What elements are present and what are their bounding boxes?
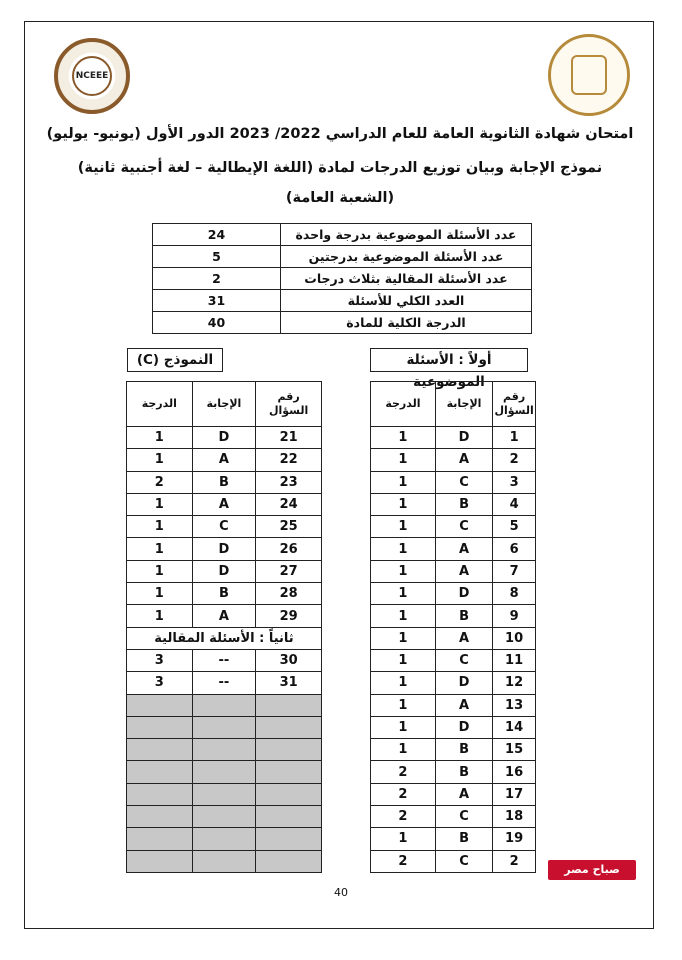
answer-letter: D xyxy=(192,538,256,560)
question-number: 11 xyxy=(493,649,536,671)
exam-division: (الشعبة العامة) xyxy=(285,190,395,206)
answer-row xyxy=(371,850,536,872)
question-number: 9 xyxy=(493,605,536,627)
col-grade-header: الدرجة xyxy=(127,382,193,427)
grade-value: 1 xyxy=(127,516,193,538)
question-number: 10 xyxy=(493,627,536,649)
grade-value: 1 xyxy=(371,739,436,761)
question-number: 31 xyxy=(256,672,322,694)
question-number: 4 xyxy=(493,493,536,515)
empty-cell xyxy=(192,716,256,738)
grade-value: 2 xyxy=(371,806,436,828)
answer-letter: C xyxy=(435,649,492,671)
answer-letter: A xyxy=(192,605,256,627)
grade-value: 1 xyxy=(371,672,436,694)
grade-value: 1 xyxy=(371,427,436,449)
answer-row xyxy=(127,427,322,449)
answer-letter: C xyxy=(192,516,256,538)
answer-row xyxy=(127,471,322,493)
answer-row xyxy=(127,449,322,471)
question-number: 18 xyxy=(493,806,536,828)
answer-letter: A xyxy=(435,783,492,805)
col-qnum-header: رقم السؤال xyxy=(493,382,536,427)
page-number: 40 xyxy=(334,886,348,899)
summary-label: العدد الكلي للأسئلة xyxy=(281,290,532,312)
answer-row xyxy=(371,583,536,605)
empty-cell xyxy=(127,716,193,738)
answer-row xyxy=(371,806,536,828)
summary-row xyxy=(153,246,532,268)
answer-letter: -- xyxy=(192,672,256,694)
question-number: 2 xyxy=(493,449,536,471)
summary-row xyxy=(153,312,532,334)
answer-row xyxy=(371,694,536,716)
empty-cell xyxy=(192,783,256,805)
grade-value: 2 xyxy=(371,761,436,783)
answer-letter: A xyxy=(435,538,492,560)
summary-value: 2 xyxy=(153,268,281,290)
answer-letter: B xyxy=(192,471,256,493)
answer-letter: A xyxy=(435,560,492,582)
question-number: 21 xyxy=(256,427,322,449)
answer-row xyxy=(127,560,322,582)
answer-row xyxy=(127,538,322,560)
answer-letter: D xyxy=(435,716,492,738)
empty-cell xyxy=(192,761,256,783)
col-answer-header: الإجابة xyxy=(192,382,256,427)
answer-row xyxy=(371,672,536,694)
summary-label: عدد الأسئلة المقالية بثلاث درجات xyxy=(281,268,532,290)
grade-value: 1 xyxy=(371,828,436,850)
question-number: 5 xyxy=(493,516,536,538)
exam-title: امتحان شهادة الثانوية العامة للعام الدراسي 2022/ 2023 الدور الأول (يونيو- يوليو) xyxy=(46,126,634,142)
answer-row xyxy=(371,538,536,560)
summary-value: 5 xyxy=(153,246,281,268)
empty-cell xyxy=(256,739,322,761)
empty-cell xyxy=(192,739,256,761)
answer-row xyxy=(371,761,536,783)
grade-value: 1 xyxy=(127,427,193,449)
question-number: 6 xyxy=(493,538,536,560)
empty-row xyxy=(127,783,322,805)
question-number: 28 xyxy=(256,583,322,605)
answer-row xyxy=(127,493,322,515)
col-grade-header: الدرجة xyxy=(371,382,436,427)
summary-value: 24 xyxy=(153,224,281,246)
answer-row xyxy=(371,739,536,761)
grade-value: 3 xyxy=(127,672,193,694)
summary-label: عدد الأسئلة الموضوعية بدرجة واحدة xyxy=(281,224,532,246)
summary-label: عدد الأسئلة الموضوعية بدرجتين xyxy=(281,246,532,268)
grade-value: 1 xyxy=(371,605,436,627)
empty-row xyxy=(127,739,322,761)
answer-letter: -- xyxy=(192,649,256,671)
summary-table xyxy=(152,223,532,334)
answer-row xyxy=(371,560,536,582)
answer-letter: C xyxy=(435,850,492,872)
answer-letter: B xyxy=(435,493,492,515)
question-number: 7 xyxy=(493,560,536,582)
answer-row xyxy=(127,605,322,627)
question-number: 30 xyxy=(256,649,322,671)
answer-letter: D xyxy=(192,560,256,582)
grade-value: 3 xyxy=(127,649,193,671)
empty-cell xyxy=(127,694,193,716)
question-number: 23 xyxy=(256,471,322,493)
grade-value: 2 xyxy=(371,783,436,805)
answer-letter: B xyxy=(192,583,256,605)
answer-row xyxy=(127,672,322,694)
essay-section-row xyxy=(127,627,322,649)
nceee-logo-text: NCEEE xyxy=(75,71,109,81)
question-number: 17 xyxy=(493,783,536,805)
grade-value: 1 xyxy=(127,449,193,471)
grade-value: 1 xyxy=(371,716,436,738)
answer-row xyxy=(371,449,536,471)
grade-value: 1 xyxy=(371,583,436,605)
empty-cell xyxy=(127,828,193,850)
grade-value: 1 xyxy=(127,538,193,560)
essay-section-label: ثانياً : الأسئلة المقالية xyxy=(127,627,322,649)
answer-letter: B xyxy=(435,761,492,783)
answer-letter: C xyxy=(435,471,492,493)
answer-letter: D xyxy=(435,672,492,694)
empty-cell xyxy=(127,761,193,783)
question-number: 12 xyxy=(493,672,536,694)
answer-letter: B xyxy=(435,828,492,850)
answer-letter: D xyxy=(435,427,492,449)
question-number: 22 xyxy=(256,449,322,471)
grade-value: 1 xyxy=(127,493,193,515)
empty-cell xyxy=(192,850,256,872)
question-number: 19 xyxy=(493,828,536,850)
grade-value: 1 xyxy=(371,560,436,582)
col-qnum-header: رقم السؤال xyxy=(256,382,322,427)
question-number: 24 xyxy=(256,493,322,515)
answer-row xyxy=(371,627,536,649)
answer-row xyxy=(371,716,536,738)
answer-row xyxy=(371,427,536,449)
question-number: 2 xyxy=(493,850,536,872)
empty-row xyxy=(127,828,322,850)
question-number: 3 xyxy=(493,471,536,493)
page-frame xyxy=(24,21,654,929)
answer-letter: D xyxy=(435,583,492,605)
grade-value: 1 xyxy=(127,605,193,627)
watermark-badge: صباح مصر xyxy=(548,860,636,880)
empty-cell xyxy=(256,761,322,783)
answer-letter: B xyxy=(435,605,492,627)
empty-cell xyxy=(256,716,322,738)
empty-cell xyxy=(192,828,256,850)
empty-cell xyxy=(127,739,193,761)
grade-value: 2 xyxy=(371,850,436,872)
grade-value: 1 xyxy=(371,471,436,493)
summary-label: الدرجة الكلية للمادة xyxy=(281,312,532,334)
empty-cell xyxy=(256,828,322,850)
question-number: 8 xyxy=(493,583,536,605)
answer-row xyxy=(371,828,536,850)
question-number: 16 xyxy=(493,761,536,783)
question-number: 27 xyxy=(256,560,322,582)
grade-value: 1 xyxy=(371,538,436,560)
empty-cell xyxy=(256,806,322,828)
question-number: 1 xyxy=(493,427,536,449)
answer-letter: A xyxy=(435,694,492,716)
question-number: 13 xyxy=(493,694,536,716)
nceee-logo xyxy=(54,38,130,114)
answer-letter: A xyxy=(435,627,492,649)
empty-cell xyxy=(192,694,256,716)
summary-row xyxy=(153,268,532,290)
model-label: النموذج (C) xyxy=(127,348,223,372)
objective-answers-table xyxy=(370,381,536,873)
empty-row xyxy=(127,850,322,872)
question-number: 26 xyxy=(256,538,322,560)
grade-value: 2 xyxy=(127,471,193,493)
exam-subtitle: نموذج الإجابة وبيان توزيع الدرجات لمادة (اللغة الإيطالية – لغة أجنبية ثانية) xyxy=(77,160,603,176)
empty-cell xyxy=(127,850,193,872)
ministry-logo xyxy=(548,34,630,116)
grade-value: 1 xyxy=(127,560,193,582)
empty-cell xyxy=(256,850,322,872)
answer-row xyxy=(127,516,322,538)
empty-row xyxy=(127,716,322,738)
answer-letter: C xyxy=(435,516,492,538)
answer-row xyxy=(127,649,322,671)
empty-cell xyxy=(256,783,322,805)
grade-value: 1 xyxy=(371,649,436,671)
answer-letter: A xyxy=(435,449,492,471)
summary-value: 31 xyxy=(153,290,281,312)
empty-row xyxy=(127,761,322,783)
answer-letter: C xyxy=(435,806,492,828)
question-number: 14 xyxy=(493,716,536,738)
question-number: 25 xyxy=(256,516,322,538)
model-c-answers-table xyxy=(126,381,322,873)
answer-letter: B xyxy=(435,739,492,761)
grade-value: 1 xyxy=(371,694,436,716)
answer-letter: D xyxy=(192,427,256,449)
answer-row xyxy=(371,471,536,493)
empty-row xyxy=(127,806,322,828)
empty-row xyxy=(127,694,322,716)
answer-row xyxy=(127,583,322,605)
grade-value: 1 xyxy=(371,627,436,649)
empty-cell xyxy=(127,783,193,805)
empty-cell xyxy=(127,806,193,828)
grade-value: 1 xyxy=(371,516,436,538)
question-number: 15 xyxy=(493,739,536,761)
summary-value: 40 xyxy=(153,312,281,334)
answer-letter: A xyxy=(192,449,256,471)
grade-value: 1 xyxy=(127,583,193,605)
answer-letter: A xyxy=(192,493,256,515)
answer-row xyxy=(371,783,536,805)
objective-section-label: أولاً : الأسئلة الموضوعية xyxy=(370,348,528,372)
answer-row xyxy=(371,516,536,538)
answer-row xyxy=(371,605,536,627)
question-number: 29 xyxy=(256,605,322,627)
summary-row xyxy=(153,224,532,246)
empty-cell xyxy=(192,806,256,828)
col-answer-header: الإجابة xyxy=(435,382,492,427)
answer-row xyxy=(371,493,536,515)
empty-cell xyxy=(256,694,322,716)
grade-value: 1 xyxy=(371,449,436,471)
answer-row xyxy=(371,649,536,671)
summary-row xyxy=(153,290,532,312)
grade-value: 1 xyxy=(371,493,436,515)
